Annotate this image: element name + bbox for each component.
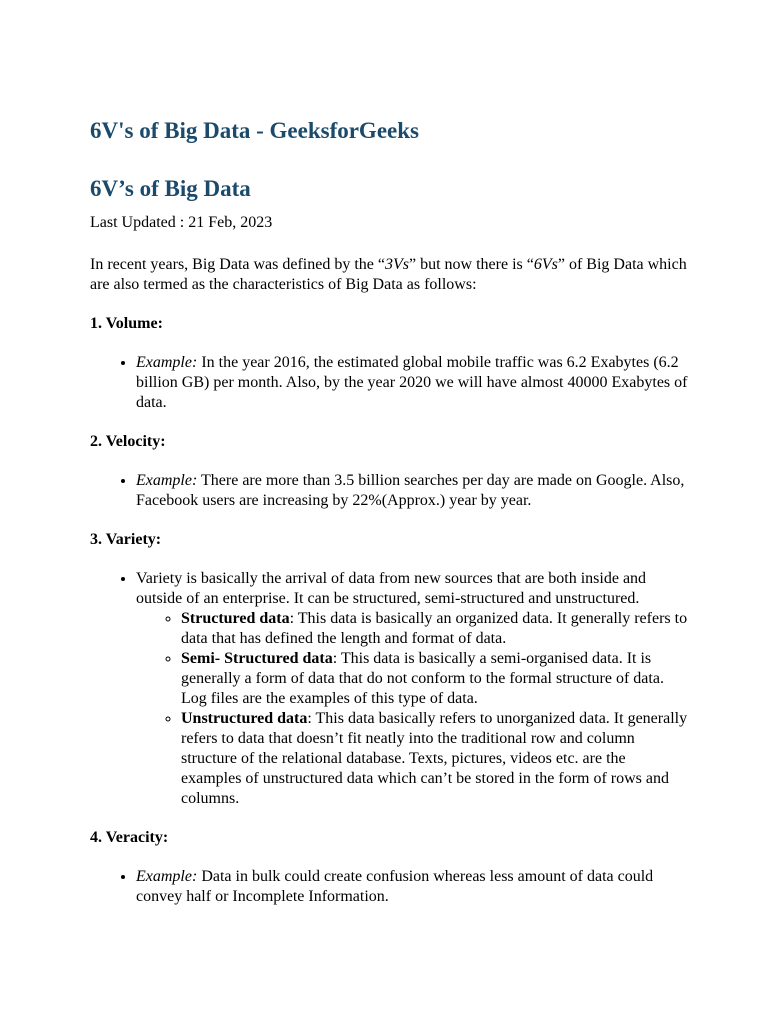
example-label: Example: — [136, 868, 198, 885]
variety-type-desc: : This data is basically a semi-organised data. It is generally a form of data that do not conform to the formal structure of data. Log files are the examples of this type of data. — [181, 650, 664, 707]
variety-item — [136, 569, 690, 809]
intro-text-3: ” of Big Data which are also termed as the characteristics of Big Data as follows: — [90, 256, 687, 293]
variety-text: Variety is basically the arrival of data from new sources that are both inside and outside of an enterprise. It can be structured, semi-structured and unstructured. — [136, 570, 647, 607]
variety-type-item — [181, 709, 690, 809]
section-heading-velocity: 2. Velocity: — [90, 433, 166, 450]
section-heading-variety: 3. Variety: — [90, 531, 162, 548]
example-text: There are more than 3.5 billion searches per day are made on Google. Also, Facebook users are increasing by 22%(Approx.) year by year. — [136, 472, 685, 509]
variety-type-term: Semi- Structured data — [181, 650, 333, 667]
intro-emphasis-3vs: 3Vs — [385, 256, 409, 273]
variety-type-item — [181, 609, 690, 649]
variety-type-desc: : This data basically refers to unorganized data. It generally refers to data that doesn’t fit neatly into the traditional row and column structure of the relational database. Texts, pictures, videos etc. are the examples of unstructured data which can’t be stored in the form of rows and columns. — [181, 710, 688, 807]
veracity-example-item — [136, 867, 690, 907]
example-text: In the year 2016, the estimated global mobile traffic was 6.2 Exabytes (6.2 billion GB) per month. Also, by the year 2020 we will have almost 40000 Exabytes of data. — [136, 354, 688, 411]
variety-type-term: Unstructured data — [181, 710, 308, 727]
veracity-list — [90, 867, 690, 907]
intro-emphasis-6vs: 6Vs — [533, 256, 558, 273]
intro-paragraph — [90, 255, 690, 295]
volume-example-item — [136, 353, 690, 413]
variety-type-desc: : This data is basically an organized data. It generally refers to data that has defined the length and format of data. — [181, 610, 688, 647]
velocity-example-item — [136, 471, 690, 511]
example-label: Example: — [136, 472, 198, 489]
section-heading-veracity: 4. Veracity: — [90, 829, 169, 846]
section-heading-volume: 1. Volume: — [90, 315, 163, 332]
example-text: Data in bulk could create confusion whereas less amount of data could convey half or Incomplete Information. — [136, 868, 654, 905]
variety-type-term: Structured data — [181, 610, 290, 627]
example-label: Example: — [136, 354, 198, 371]
variety-type-item — [181, 649, 690, 709]
last-updated: Last Updated : 21 Feb, 2023 — [90, 214, 273, 231]
variety-list — [90, 569, 690, 809]
variety-types-list — [136, 609, 690, 809]
intro-text-1: In recent years, Big Data was defined by the “ — [90, 256, 385, 273]
page-title: 6V's of Big Data - GeeksforGeeks — [90, 118, 419, 143]
intro-text-2: ” but now there is “ — [409, 256, 534, 273]
article-heading: 6V’s of Big Data — [90, 176, 251, 201]
article-body — [90, 255, 690, 926]
velocity-list — [90, 471, 690, 511]
volume-list — [90, 353, 690, 413]
